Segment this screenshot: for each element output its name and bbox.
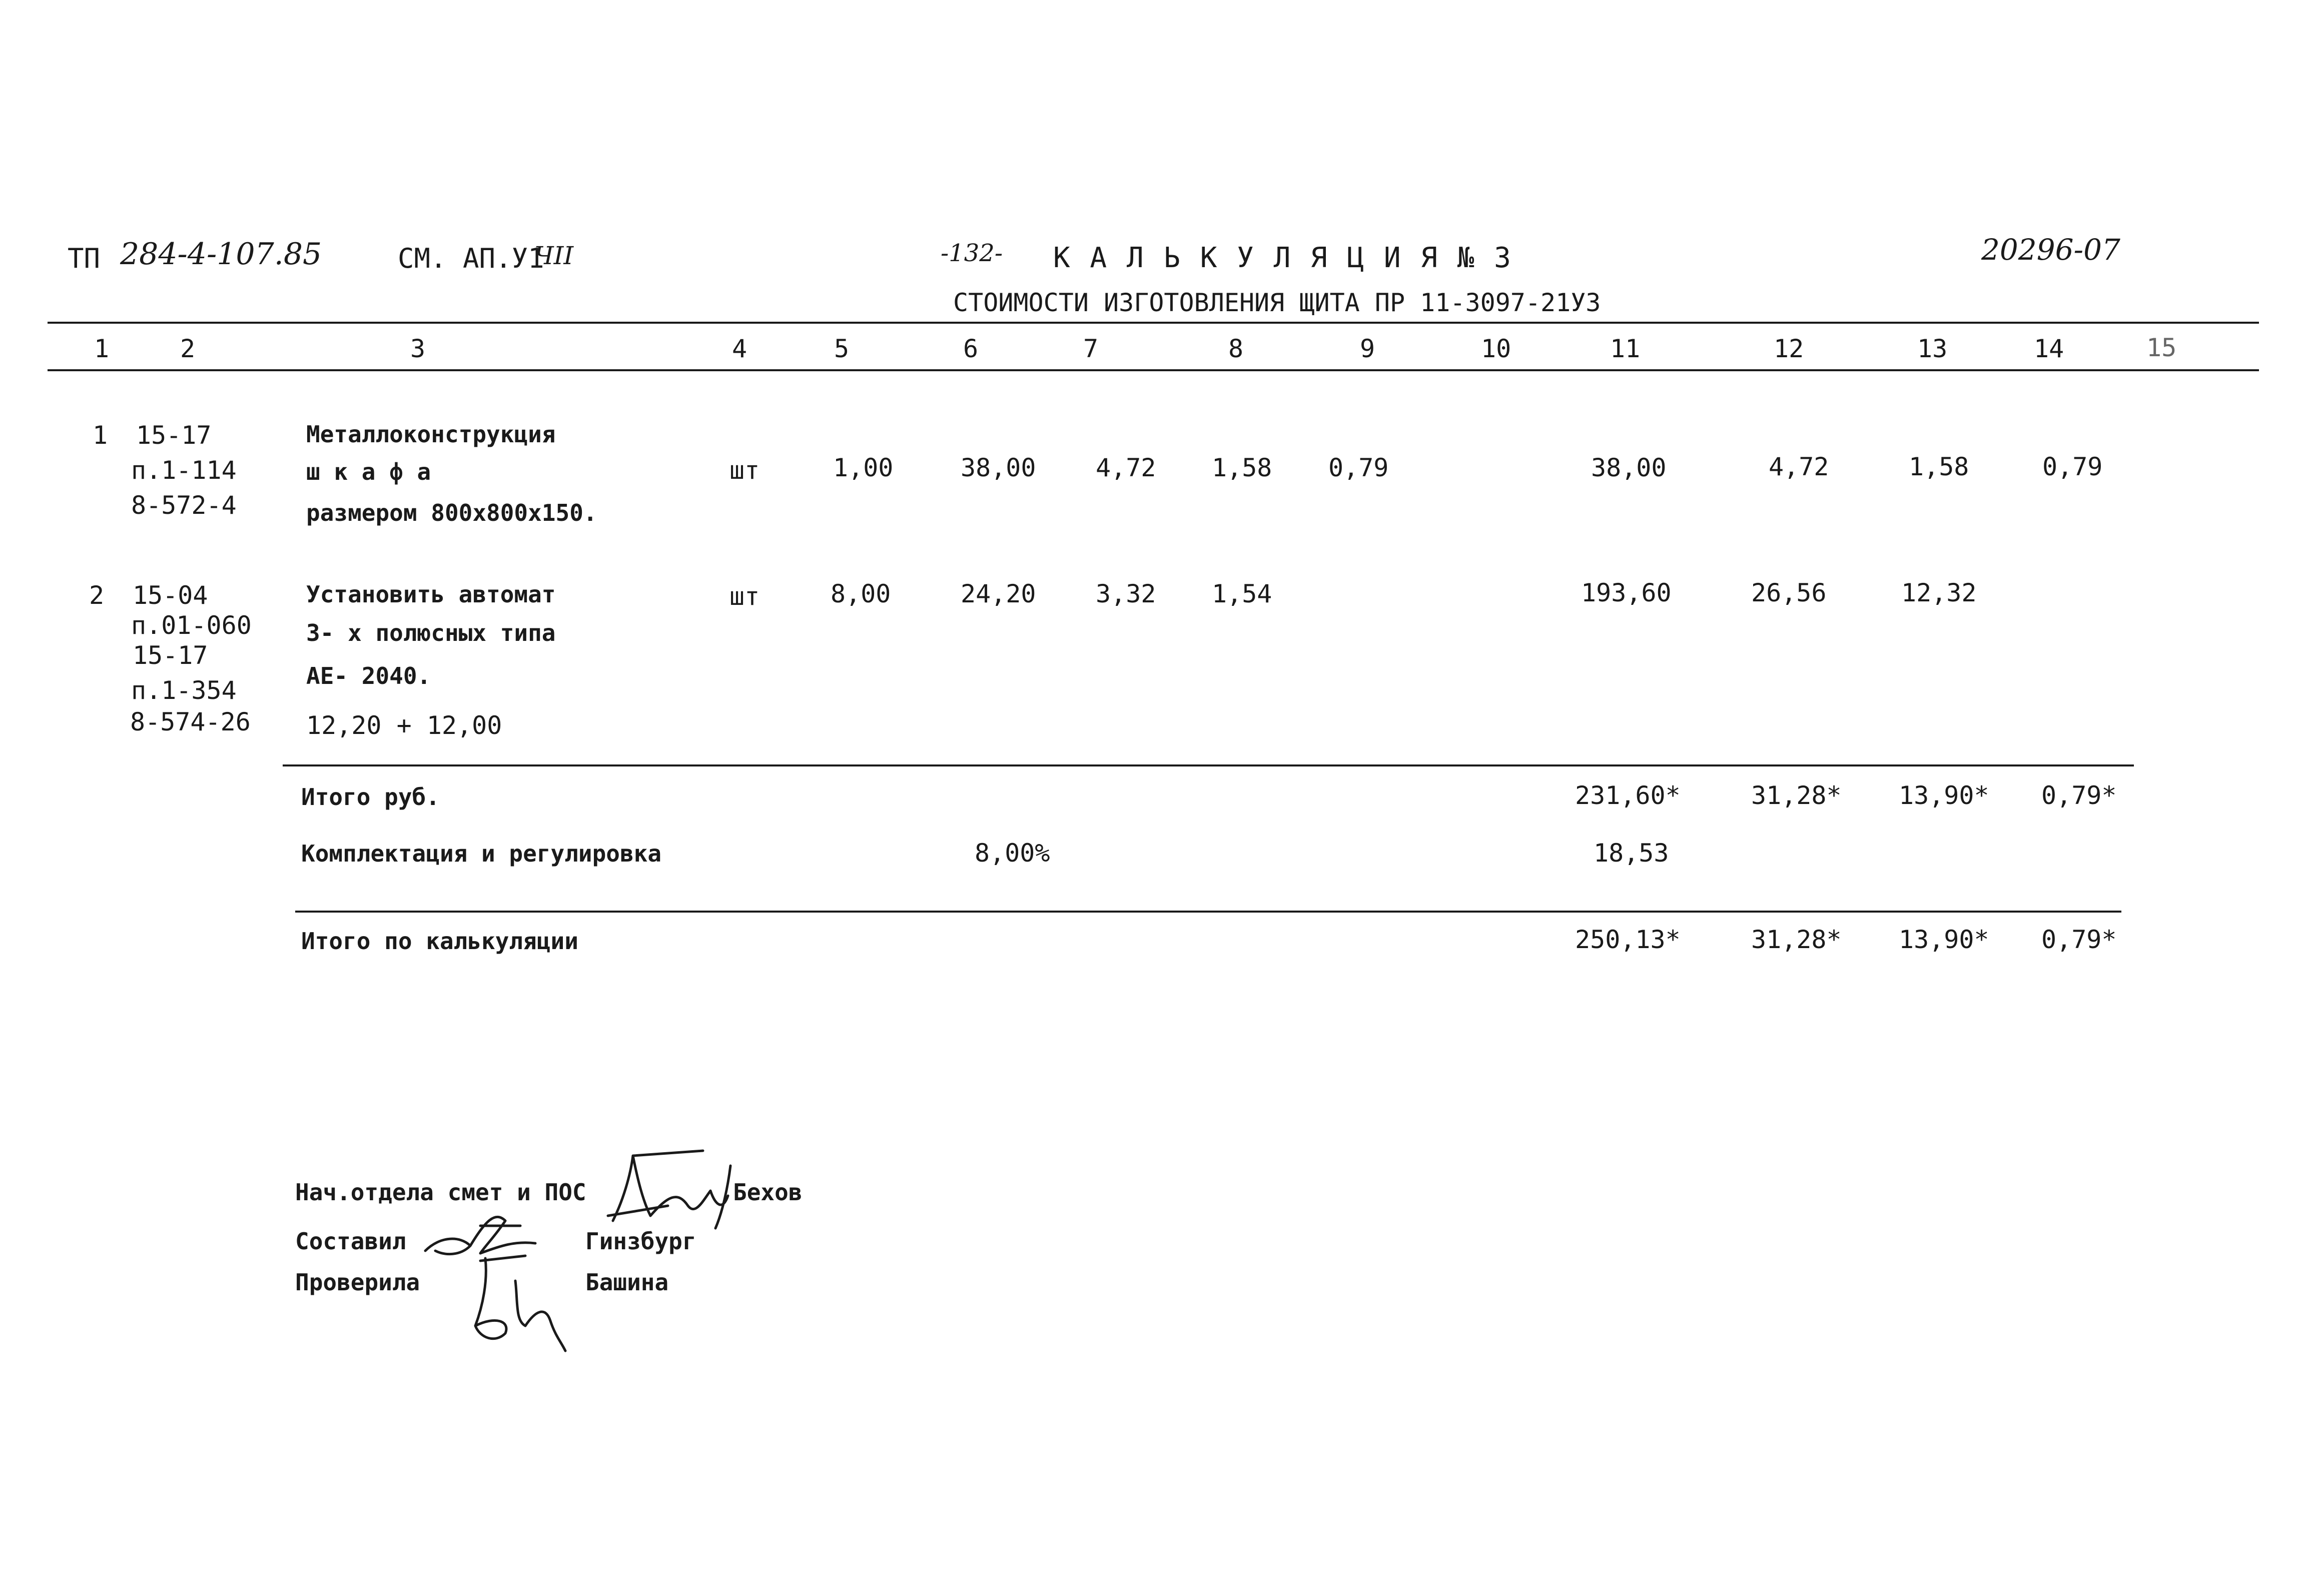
rate-code: п.1-114 (131, 456, 237, 485)
value-cell: 24,20 (961, 579, 1036, 608)
calculation-subtitle: СТОИМОСТИ ИЗГОТОВЛЕНИЯ ЩИТА ПР 11-3097-21У3 (953, 288, 1601, 317)
subtotal-label: Итого руб. (301, 783, 440, 811)
subtotal-rule (283, 764, 2134, 766)
value-cell: 13,90* (1899, 781, 1989, 810)
value-cell: 1,58 (1212, 453, 1272, 482)
column-header: 5 (834, 334, 850, 363)
value-cell: 13,90* (1899, 925, 1989, 954)
column-header: 12 (1774, 334, 1804, 363)
value-cell: 193,60 (1581, 578, 1672, 607)
value-cell: 3,32 (1096, 579, 1156, 608)
column-header: 11 (1610, 334, 1641, 363)
value-cell: 4,72 (1096, 453, 1156, 482)
compiled-by-label: Составил (295, 1228, 406, 1255)
column-header: 6 (963, 334, 979, 363)
column-header: 8 (1228, 334, 1244, 363)
column-header: 2 (180, 334, 196, 363)
value-cell: 31,28* (1751, 781, 1842, 810)
checked-by-name: Башина (585, 1269, 669, 1296)
calculation-title: К А Л Ь К У Л Я Ц И Я № 3 (1053, 242, 1512, 274)
rate-code: 8-574-26 (130, 707, 251, 736)
column-header: 9 (1360, 334, 1375, 363)
value-cell: 0,79 (1328, 453, 1389, 482)
compiled-by-name: Гинзбург (585, 1228, 696, 1255)
value-cell: 4,72 (1769, 452, 1829, 481)
column-header: 13 (1917, 334, 1948, 363)
value-cell: 26,56 (1751, 578, 1827, 607)
rate-code: 15-17 (136, 421, 212, 450)
rate-code: 15-04 (133, 581, 208, 610)
column-header: 15 (2146, 333, 2177, 362)
signature-checked (465, 1251, 575, 1356)
item-description: Установить автомат (306, 581, 556, 608)
header-bottom-rule (48, 369, 2259, 371)
value-cell: 38,00 (961, 453, 1036, 482)
column-header: 3 (410, 334, 426, 363)
item-description: Металлоконструкция (306, 421, 556, 448)
rate-code: п.01-060 (131, 611, 252, 640)
doc-ref-prefix: ТП (68, 243, 101, 274)
column-header: 7 (1083, 334, 1099, 363)
signature-head (603, 1146, 753, 1231)
value-cell: 1,58 (1909, 452, 1969, 481)
archive-number: 20296-07 (1981, 233, 2120, 267)
checked-by-label: Проверила (295, 1269, 420, 1296)
value-cell: 12,32 (1901, 578, 1977, 607)
value-cell: 18,53 (1594, 839, 1669, 868)
assembly-percent: 8,00% (975, 839, 1050, 868)
value-cell: 250,13* (1575, 925, 1681, 954)
row-number: 1 (93, 421, 108, 450)
value-cell: 0,79* (2041, 781, 2117, 810)
column-header: 4 (732, 334, 747, 363)
total-rule (295, 911, 2121, 913)
item-description: размером 800х800х150. (306, 499, 597, 526)
table-top-rule (48, 322, 2259, 324)
head-of-department-label: Нач.отдела смет и ПОС (295, 1179, 586, 1206)
item-description: ш к а ф а (306, 458, 431, 485)
value-cell: 231,60* (1575, 781, 1681, 810)
head-of-department-name: Бехов (733, 1179, 803, 1206)
unit-cell: шт (729, 456, 760, 485)
column-header: 1 (94, 334, 110, 363)
quantity-cell: 1,00 (833, 453, 894, 482)
value-cell: 31,28* (1751, 925, 1842, 954)
assembly-label: Комплектация и регулировка (301, 840, 662, 867)
unit-cell: шт (729, 582, 760, 611)
value-cell: 0,79* (2041, 925, 2117, 954)
item-description: 12,20 + 12,00 (306, 711, 502, 740)
rate-code: 8-572-4 (131, 491, 237, 520)
column-header: 14 (2034, 334, 2064, 363)
value-cell: 1,54 (1212, 579, 1272, 608)
column-header: 10 (1481, 334, 1511, 363)
sheet-ref: СМ. АП.У1 (398, 243, 544, 274)
sheet-ref-suffix: ЧII (534, 241, 574, 270)
item-description: 3- х полюсных типа (306, 619, 556, 646)
item-description: АЕ- 2040. (306, 662, 431, 689)
doc-ref-handwritten: 284-4-107.85 (120, 237, 322, 272)
rate-code: 15-17 (133, 641, 208, 670)
total-label: Итого по калькуляции (301, 928, 578, 955)
row-number: 2 (89, 581, 105, 610)
value-cell: 0,79 (2042, 452, 2103, 481)
rate-code: п.1-354 (131, 676, 237, 705)
page-mark: -132- (941, 239, 1003, 267)
quantity-cell: 8,00 (831, 579, 891, 608)
value-cell: 38,00 (1591, 453, 1667, 482)
